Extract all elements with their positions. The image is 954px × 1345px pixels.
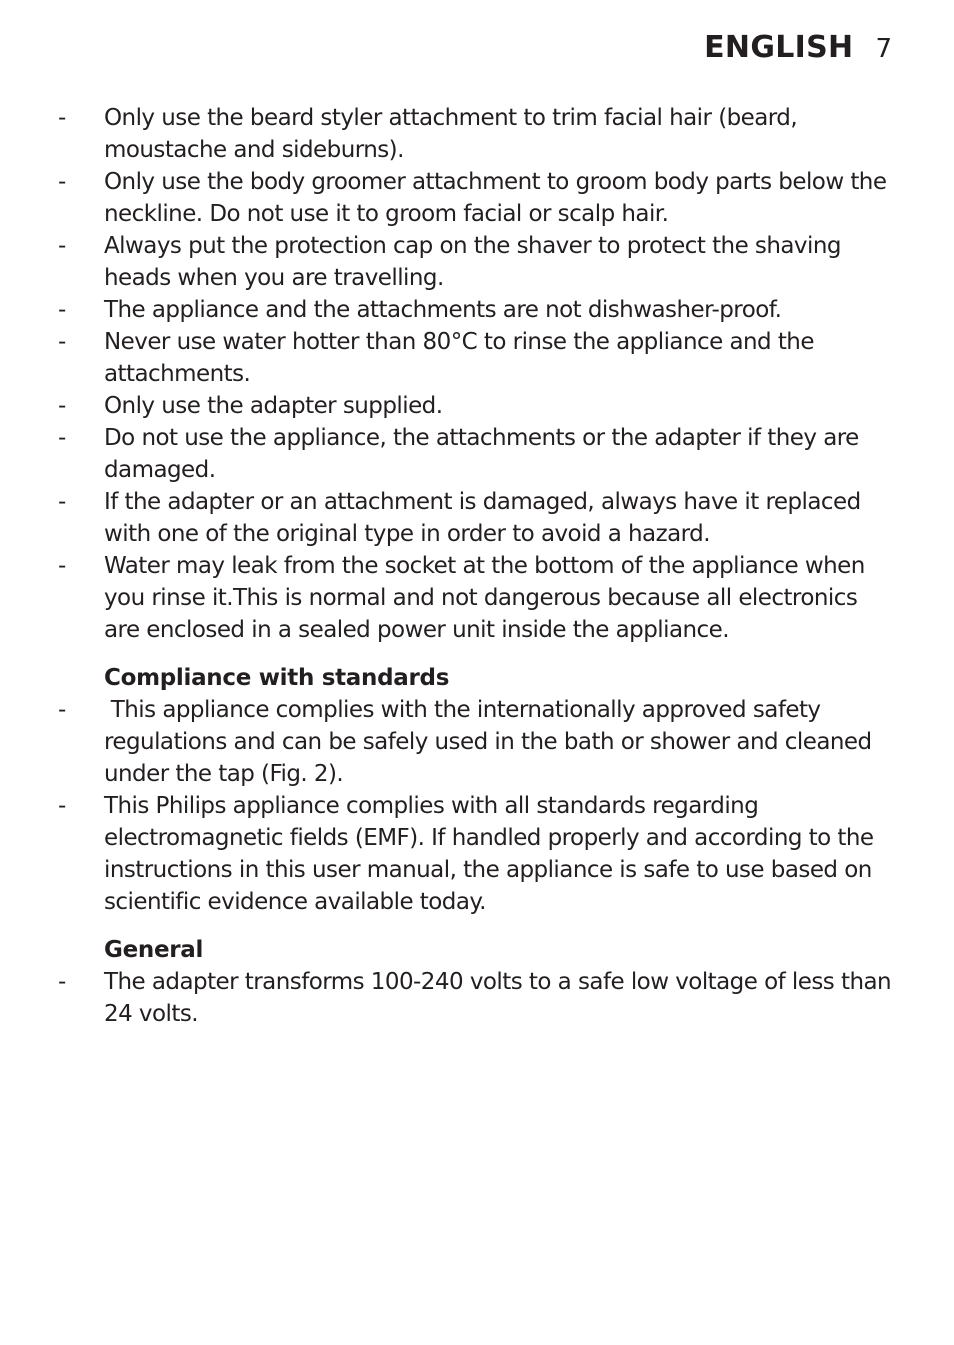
bullet-dash: - <box>58 969 66 995</box>
bullet-dash: - <box>58 697 66 723</box>
list-item <box>58 486 898 550</box>
list-item <box>58 102 898 166</box>
list-item <box>58 422 898 486</box>
list-item-text: Do not use the appliance, the attachments or the adapter if they are damaged. <box>104 425 859 483</box>
safety-list <box>58 102 898 646</box>
list-item-text: Only use the beard styler attachment to trim facial hair (beard, moustache and sideburns). <box>104 105 798 163</box>
list-item <box>58 790 898 918</box>
list-item-text: The appliance and the attachments are not dishwasher-proof. <box>104 297 782 323</box>
list-item-text: The adapter transforms 100-240 volts to a safe low voltage of less than 24 volts. <box>104 969 892 1027</box>
list-item-text: If the adapter or an attachment is damaged, always have it replaced with one of the original type in order to avoid a hazard. <box>104 489 861 547</box>
general-list <box>58 966 898 1030</box>
bullet-dash: - <box>58 793 66 819</box>
page-header <box>704 30 892 65</box>
header-language: ENGLISH <box>704 30 854 65</box>
list-item <box>58 230 898 294</box>
list-item <box>58 966 898 1030</box>
list-item-text: This Philips appliance complies with all standards regarding electromagnetic fields (EMF). If handled properly and according to the instructions in this user manual, the appliance is safe to use based on scientific evidence available today. <box>104 793 874 915</box>
bullet-dash: - <box>58 425 66 451</box>
bullet-dash: - <box>58 329 66 355</box>
list-item <box>58 326 898 390</box>
list-item-text: Only use the body groomer attachment to groom body parts below the neckline. Do not use it to groom facial or scalp hair. <box>104 169 887 227</box>
list-item <box>58 390 898 422</box>
general-heading: General <box>104 937 204 963</box>
list-item-text: Water may leak from the socket at the bottom of the appliance when you rinse it.This is normal and not dangerous because all electronics are enclosed in a sealed power unit inside the appliance. <box>104 553 865 643</box>
list-item <box>58 694 898 790</box>
list-item <box>58 166 898 230</box>
list-item-text: Never use water hotter than 80°C to rinse the appliance and the attachments. <box>104 329 814 387</box>
list-item-text: Only use the adapter supplied. <box>104 393 443 419</box>
page-number: 7 <box>875 34 892 64</box>
compliance-heading: Compliance with standards <box>104 665 450 691</box>
bullet-dash: - <box>58 233 66 259</box>
bullet-dash: - <box>58 169 66 195</box>
bullet-dash: - <box>58 489 66 515</box>
list-item-text: Always put the protection cap on the shaver to protect the shaving heads when you are travelling. <box>104 233 841 291</box>
bullet-dash: - <box>58 393 66 419</box>
list-item-text: This appliance complies with the internationally approved safety regulations and can be safely used in the bath or shower and cleaned under the tap (Fig. 2). <box>104 697 879 787</box>
list-item <box>58 294 898 326</box>
document-body <box>58 102 898 1030</box>
bullet-dash: - <box>58 105 66 131</box>
bullet-dash: - <box>58 553 66 579</box>
list-item <box>58 550 898 646</box>
compliance-list <box>58 694 898 918</box>
bullet-dash: - <box>58 297 66 323</box>
